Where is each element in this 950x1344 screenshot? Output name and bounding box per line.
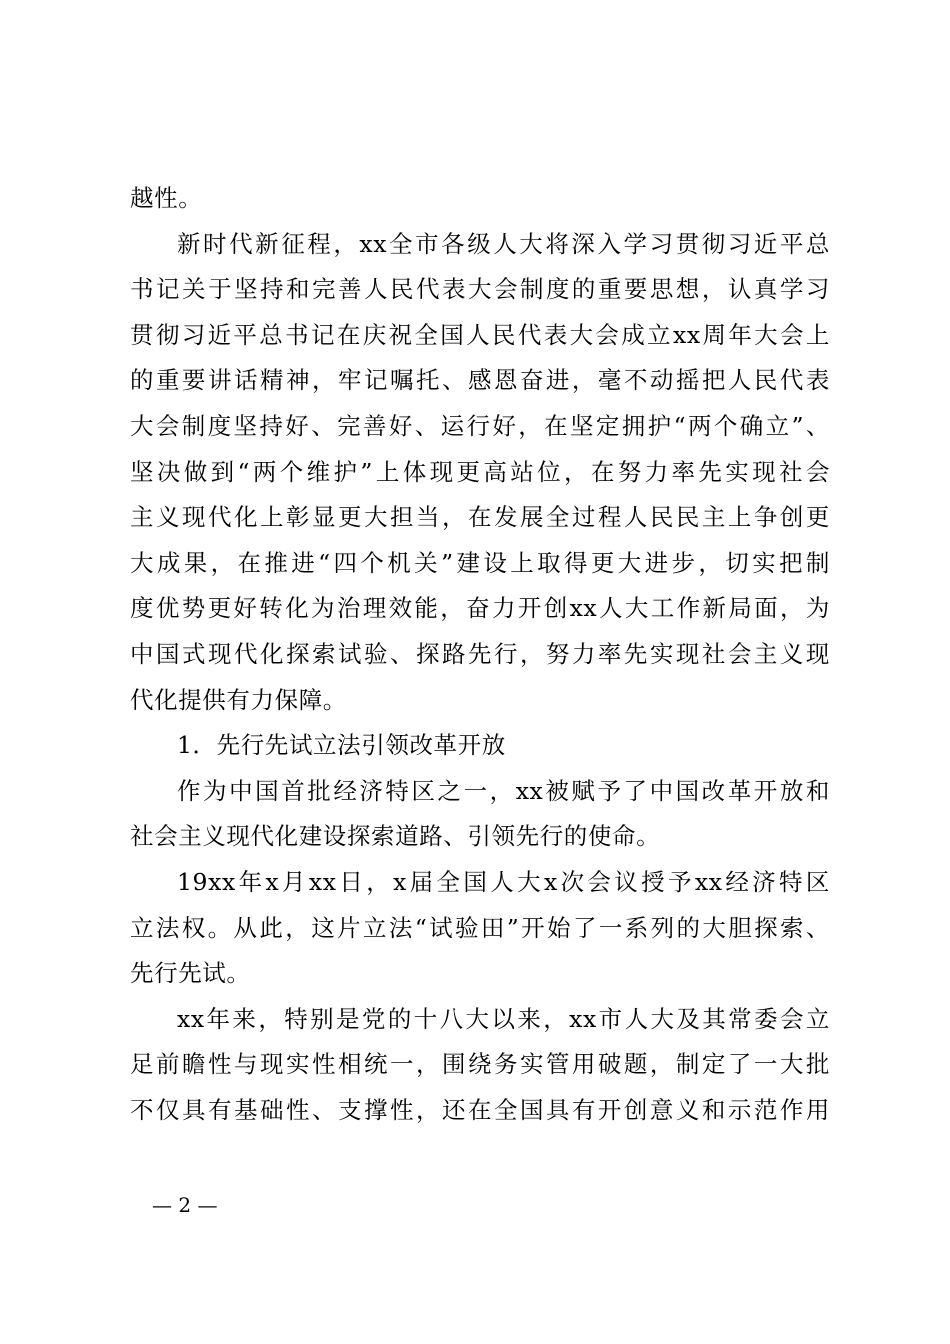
text-line: 大会制度坚持好、完善好、运行好，在坚定拥护“两个确立”、 — [130, 411, 830, 440]
text-line: 贯彻习近平总书记在庆祝全国人民代表大会成立xx周年大会上 — [130, 320, 830, 349]
text-line: 越性。 — [130, 184, 203, 212]
text-line: 社会主义现代化建设探索道路、引领先行的使命。 — [130, 822, 661, 851]
text-line: 大成果，在推进“四个机关”建设上取得更大进步，切实把制 — [130, 548, 830, 577]
text-line: 的重要讲话精神，牢记嘱托、感恩奋进，毫不动摇把人民代表 — [130, 366, 830, 395]
text-line: 先行先试。 — [130, 959, 251, 988]
text-line: xx年来，特别是党的十八大以来，xx市人大及其常委会立 — [177, 1004, 830, 1033]
text-line: 度优势更好转化为治理效能，奋力开创xx人大工作新局面，为 — [130, 594, 830, 623]
text-line: 立法权。从此，这片立法“试验田”开始了一系列的大胆探索、 — [130, 913, 830, 942]
text-line: 中国式现代化探索试验、探路先行，努力率先实现社会主义现 — [130, 639, 830, 668]
text-line: 新时代新征程，xx全市各级人大将深入学习贯彻习近平总 — [177, 229, 830, 258]
text-line: 19xx年x月xx日，x届全国人大x次会议授予xx经济特区 — [177, 867, 830, 896]
document-body — [130, 176, 830, 1133]
text-line: 不仅具有基础性、支撑性，还在全国具有开创意义和示范作用 — [130, 1095, 830, 1124]
page-number: — 2 — — [152, 1193, 218, 1217]
text-line: 主义现代化上彰显更大担当，在发展全过程人民民主上争创更 — [130, 503, 830, 532]
text-line: 作为中国首批经济特区之一，xx被赋予了中国改革开放和 — [177, 776, 830, 805]
section-heading: 1．先行先试立法引领改革开放 — [177, 731, 506, 760]
text-line: 代化提供有力保障。 — [130, 685, 347, 714]
text-line: 书记关于坚持和完善人民代表大会制度的重要思想，认真学习 — [130, 275, 830, 304]
text-line: 坚决做到“两个维护”上体现更高站位，在努力率先实现社会 — [130, 457, 830, 486]
text-line: 足前瞻性与现实性相统一，围绕务实管用破题，制定了一大批 — [130, 1050, 830, 1079]
